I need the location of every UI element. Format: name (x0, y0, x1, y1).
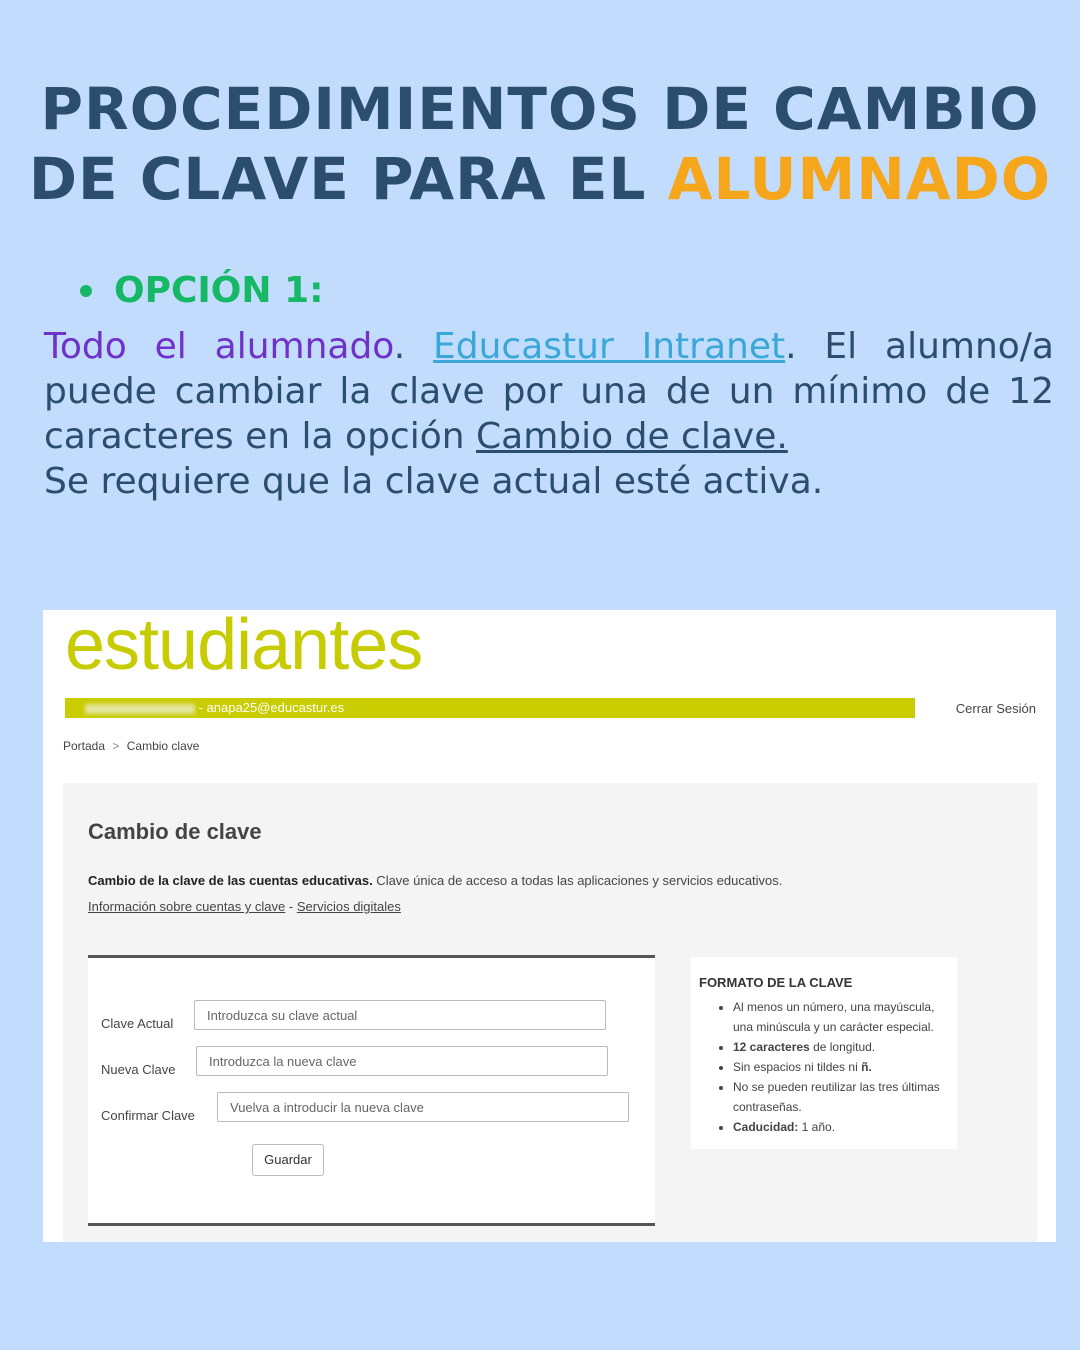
instructions-text: . El alumno/a puede cambiar la clave por una de un mínimo de 12 caracteres en la opción (44, 326, 1054, 457)
chevron-right-icon: > (112, 739, 120, 753)
brand-logo: estudiantes (65, 610, 423, 685)
info-accounts-link[interactable]: Información sobre cuentas y clave (88, 899, 286, 914)
current-password-label: Clave Actual (101, 1016, 174, 1031)
new-password-input[interactable]: Introduzca la nueva clave (196, 1046, 608, 1076)
section-description (88, 873, 782, 888)
content-panel (63, 783, 1037, 1242)
user-email: - anapa25@educastur.es (198, 700, 345, 715)
option-label: OPCIÓN 1: (114, 270, 324, 311)
format-title: FORMATO DE LA CLAVE (699, 975, 853, 990)
change-password-form (88, 955, 655, 1226)
rule-text: Sin espacios ni tildes ni (733, 1060, 862, 1074)
blurred-username (85, 704, 195, 714)
user-bar (65, 698, 915, 718)
educastur-intranet-link[interactable]: Educastur Intranet (433, 326, 786, 367)
title-line1: PROCEDIMIENTOS DE CAMBIO (40, 75, 1040, 143)
breadcrumb-current: Cambio clave (126, 739, 200, 753)
rule-text: de longitud. (809, 1040, 876, 1054)
info-links (88, 899, 401, 914)
option-heading (80, 270, 324, 311)
confirm-password-input[interactable]: Vuelva a introducir la nueva clave (217, 1092, 629, 1122)
format-rule (733, 1037, 945, 1057)
bullet-icon (80, 285, 92, 297)
breadcrumb-home[interactable]: Portada (63, 739, 106, 753)
intranet-screenshot (43, 610, 1056, 1242)
instructions-paragraph (44, 324, 1054, 504)
rule-bold: Caducidad: (733, 1120, 799, 1134)
save-button[interactable]: Guardar (252, 1144, 324, 1176)
password-format-box (691, 957, 957, 1149)
audience-text: Todo el alumnado (44, 326, 394, 367)
cambio-clave-link[interactable]: Cambio de clave. (476, 416, 788, 457)
format-rule: • Al menos un número, una mayúscula, una minúscula y un carácter especial. (733, 997, 945, 1037)
digital-services-link[interactable]: Servicios digitales (296, 899, 401, 914)
title-line2: DE CLAVE PARA EL (28, 145, 668, 213)
requirement-text: Se requiere que la clave actual esté activa. (44, 461, 824, 502)
description-text: Clave única de acceso a todas las aplicaciones y servicios educativos. (372, 873, 783, 888)
format-rule (733, 1117, 945, 1137)
logout-link[interactable]: Cerrar Sesión (955, 701, 1036, 716)
title-accent: ALUMNADO (667, 145, 1052, 213)
separator-text: . (393, 326, 433, 367)
description-bold: Cambio de la clave de las cuentas educativas. (88, 873, 373, 888)
format-rules (699, 997, 945, 1137)
section-title: Cambio de clave (88, 819, 262, 844)
confirm-password-label: Confirmar Clave (101, 1108, 195, 1123)
rule-text: 1 año. (798, 1120, 836, 1134)
breadcrumb (63, 739, 199, 753)
rule-bold: ñ. (861, 1060, 872, 1074)
format-rule: • No se pueden reutilizar las tres últimas contraseñas. (733, 1077, 945, 1117)
rule-bold: 12 caracteres (733, 1040, 810, 1054)
new-password-label: Nueva Clave (101, 1062, 176, 1077)
links-separator: - (285, 899, 297, 914)
page-title (0, 74, 1080, 214)
format-rule (733, 1057, 945, 1077)
current-password-input[interactable]: Introduzca su clave actual (194, 1000, 606, 1030)
